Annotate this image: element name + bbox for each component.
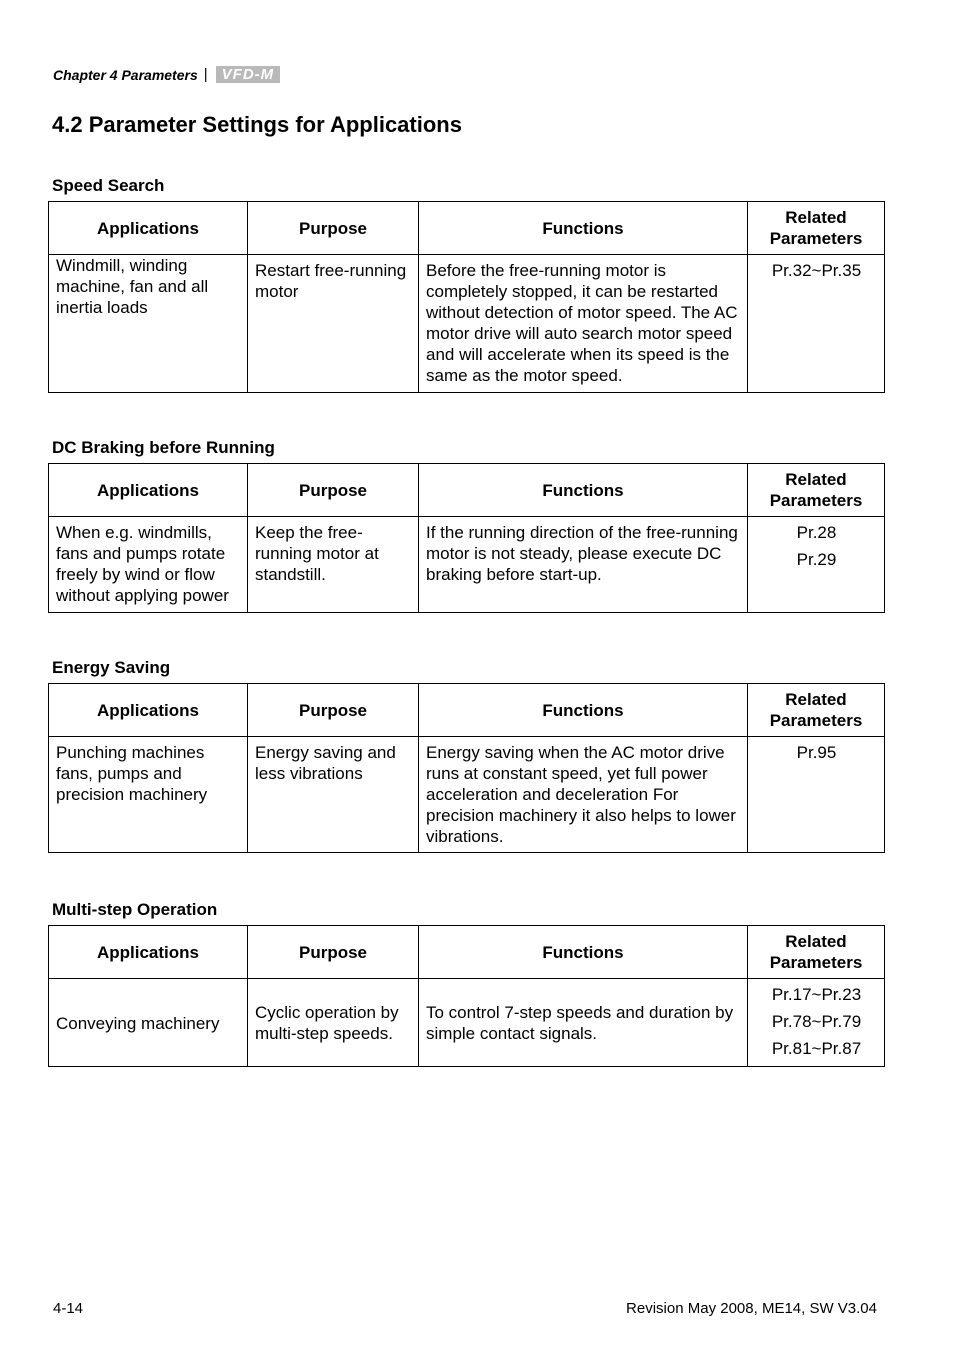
cell-applications: Conveying machinery — [49, 979, 248, 1067]
parameter-range: Pr.78~Pr.79 — [771, 1012, 862, 1031]
col-related-parameters: Related Parameters — [748, 464, 885, 517]
table-row — [49, 255, 885, 393]
col-functions: Functions — [419, 926, 748, 979]
parameter-table — [48, 683, 885, 853]
cell-applications: When e.g. windmills, fans and pumps rotate freely by wind or flow without applying power — [49, 517, 248, 613]
cell-applications: Punching machines fans, pumps and precision machinery — [49, 737, 248, 853]
col-applications: Applications — [49, 684, 248, 737]
cell-parameters — [748, 255, 885, 393]
chapter-label: Chapter 4 Parameters — [53, 66, 198, 83]
table-header-row — [49, 202, 885, 255]
section-speed-search — [48, 176, 884, 393]
parameter-range: Pr.32~Pr.35 — [771, 261, 862, 280]
cell-functions: To control 7-step speeds and duration by simple contact signals. — [419, 979, 748, 1067]
cell-functions: Before the free-running motor is completely stopped, it can be restarted without detection of motor speed. The AC motor drive will auto search motor speed and will accelerate when its speed is the same as the motor speed. — [419, 255, 748, 393]
parameter-range: Pr.95 — [796, 743, 837, 762]
parameter-table — [48, 925, 885, 1067]
vfd-m-logo: VFD-M — [216, 66, 281, 83]
col-purpose: Purpose — [248, 464, 419, 517]
cell-applications: Windmill, winding machine, fan and all inertia loads — [49, 255, 248, 393]
col-related-parameters: Related Parameters — [748, 684, 885, 737]
table-header-row — [49, 684, 885, 737]
section-title: Energy Saving — [52, 658, 171, 677]
cell-purpose: Energy saving and less vibrations — [248, 737, 419, 853]
cell-purpose: Keep the free-running motor at standstill. — [248, 517, 419, 613]
table-header-row — [49, 926, 885, 979]
col-functions: Functions — [419, 464, 748, 517]
page-title: 4.2 Parameter Settings for Applications — [52, 112, 462, 137]
table-row — [49, 737, 885, 853]
section-energy-saving — [48, 658, 884, 853]
col-purpose: Purpose — [248, 926, 419, 979]
col-functions: Functions — [419, 684, 748, 737]
table-row — [49, 979, 885, 1067]
page-number: 4-14 — [53, 1300, 84, 1317]
cell-parameters — [748, 979, 885, 1067]
parameter-range: Pr.81~Pr.87 — [771, 1039, 862, 1058]
table-header-row — [49, 464, 885, 517]
col-functions: Functions — [419, 202, 748, 255]
cell-purpose: Cyclic operation by multi-step speeds. — [248, 979, 419, 1067]
cell-purpose: Restart free-running motor — [248, 255, 419, 393]
col-applications: Applications — [49, 464, 248, 517]
cell-parameters — [748, 737, 885, 853]
parameter-range: Pr.28 — [796, 523, 837, 542]
parameter-table — [48, 201, 885, 393]
cell-parameters — [748, 517, 885, 613]
col-purpose: Purpose — [248, 202, 419, 255]
section-title: DC Braking before Running — [52, 438, 275, 457]
col-related-parameters: Related Parameters — [748, 202, 885, 255]
col-related-parameters: Related Parameters — [748, 926, 885, 979]
table-row — [49, 517, 885, 613]
parameter-range: Pr.17~Pr.23 — [771, 985, 862, 1004]
col-applications: Applications — [49, 926, 248, 979]
header-separator: | — [203, 66, 208, 83]
col-purpose: Purpose — [248, 684, 419, 737]
page-header — [53, 66, 280, 83]
section-multi-step — [48, 900, 884, 1067]
section-dc-braking — [48, 438, 884, 613]
cell-functions: Energy saving when the AC motor drive runs at constant speed, yet full power acceleration and deceleration For precision machinery it also helps to lower vibrations. — [419, 737, 748, 853]
parameter-range: Pr.29 — [796, 550, 837, 569]
section-title: Speed Search — [52, 176, 165, 195]
revision-label: Revision May 2008, ME14, SW V3.04 — [626, 1300, 877, 1317]
parameter-table — [48, 463, 885, 613]
section-title: Multi-step Operation — [52, 900, 218, 919]
cell-functions: If the running direction of the free-running motor is not steady, please execute DC braking before start-up. — [419, 517, 748, 613]
col-applications: Applications — [49, 202, 248, 255]
